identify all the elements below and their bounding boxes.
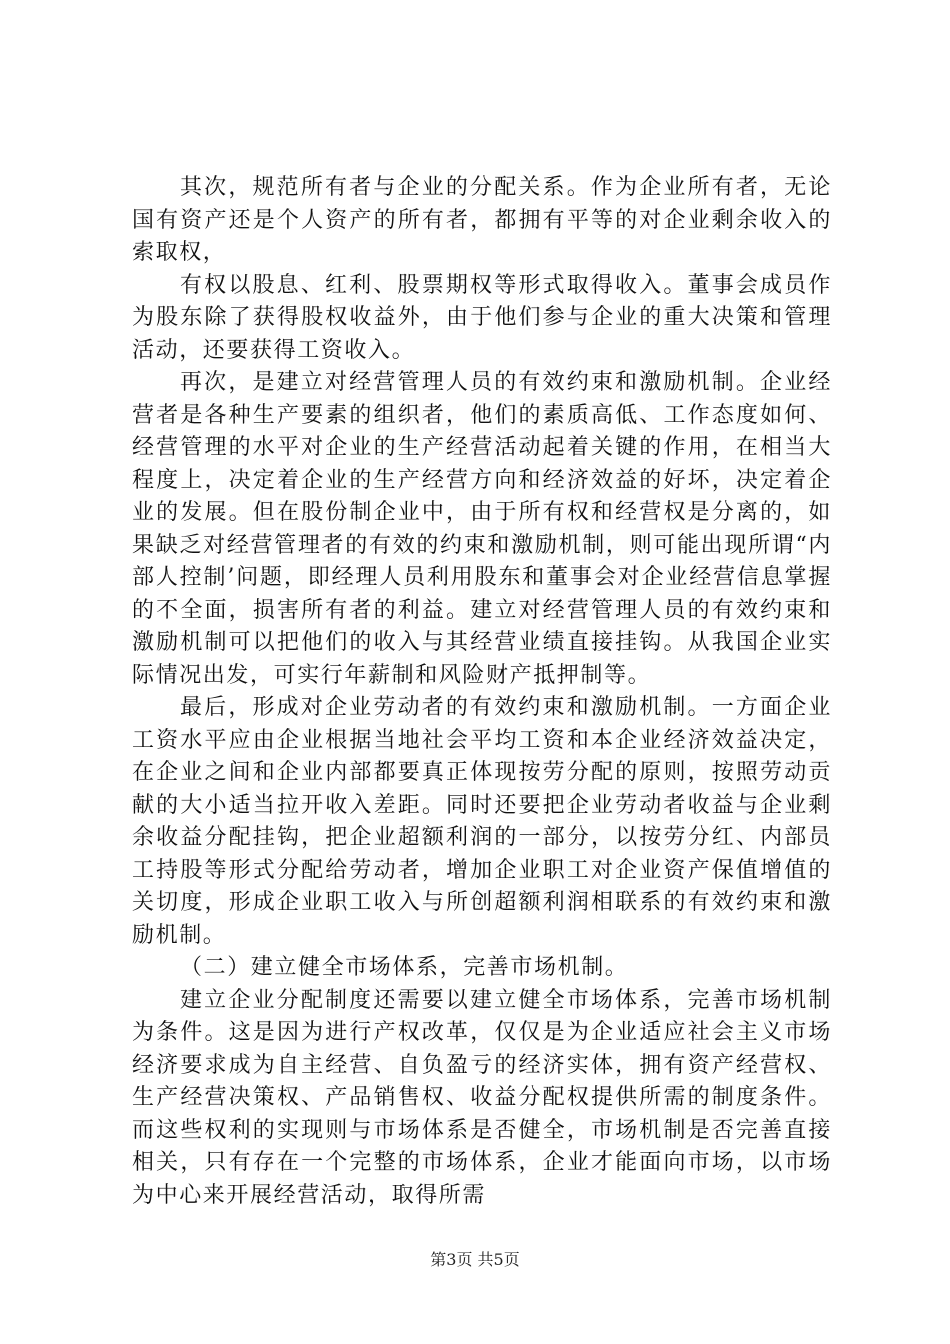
section-heading-market-system: （二）建立健全市场体系，完善市场机制。	[180, 955, 629, 980]
paragraph-income-forms: 有权以股息、红利、股票期权等形式取得收入。董事会成员作为股东除了获得股权收益外，由于他们参与企业的重大决策和管理活动，还要获得工资收入。	[132, 272, 832, 363]
paragraph-market-mechanism: 建立企业分配制度还需要以建立健全市场体系，完善市场机制为条件。这是因为进行产权改革，仅仅是为企业适应社会主义市场经济要求成为自主经营、自负盈亏的经济实体，拥有资产经营权、生产经营决策权、产品销售权、收益分配权提供所需的制度条件。而这些权利的实现则与市场体系是否健全，市场机制是否完善直接相关，只有存在一个完整的市场体系，企业才能面向市场，以市场为中心来开展经营活动，取得所需	[132, 987, 832, 1208]
paragraph-owner-distribution: 其次，规范所有者与企业的分配关系。作为企业所有者，无论国有资产还是个人资产的所有者，都拥有平等的对企业剩余收入的索取权，	[132, 175, 832, 265]
paragraph-manager-incentives: 再次，是建立对经营管理人员的有效约束和激励机制。企业经营者是各种生产要素的组织者，他们的素质高低、工作态度如何、经营管理的水平对企业的生产经营活动起着关键的作用，在相当大程度上，决定着企业的生产经营方向和经济效益的好坏，决定着企业的发展。但在股份制企业中，由于所有权和经营权是分离的，如果缺乏对经营管理者的有效的约束和激励机制，则可能出现所谓“内部人控制’问题，即经理人员利用股东和董事会对企业经营信息掌握的不全面，损害所有者的利益。建立对经营管理人员的有效约束和激励机制可以把他们的收入与其经营业绩直接挂钩。从我国企业实际情况出发，可实行年薪制和风险财产抵押制等。	[132, 370, 832, 688]
paragraph-worker-incentives: 最后，形成对企业劳动者的有效约束和激励机制。一方面企业工资水平应由企业根据当地社会平均工资和本企业经济效益决定，在企业之间和企业内部都要真正体现按劳分配的原则，按照劳动贡献的大小适当拉开收入差距。同时还要把企业劳动者收益与企业剩余收益分配挂钩，把企业超额利润的一部分，以按劳分红、内部员工持股等形式分配给劳动者，增加企业职工对企业资产保值增值的关切度，形成企业职工收入与所创超额利润相联系的有效约束和激励机制。	[132, 695, 832, 948]
page-number-footer: 第3页 共5页	[430, 1250, 520, 1269]
document-body	[132, 172, 832, 1212]
